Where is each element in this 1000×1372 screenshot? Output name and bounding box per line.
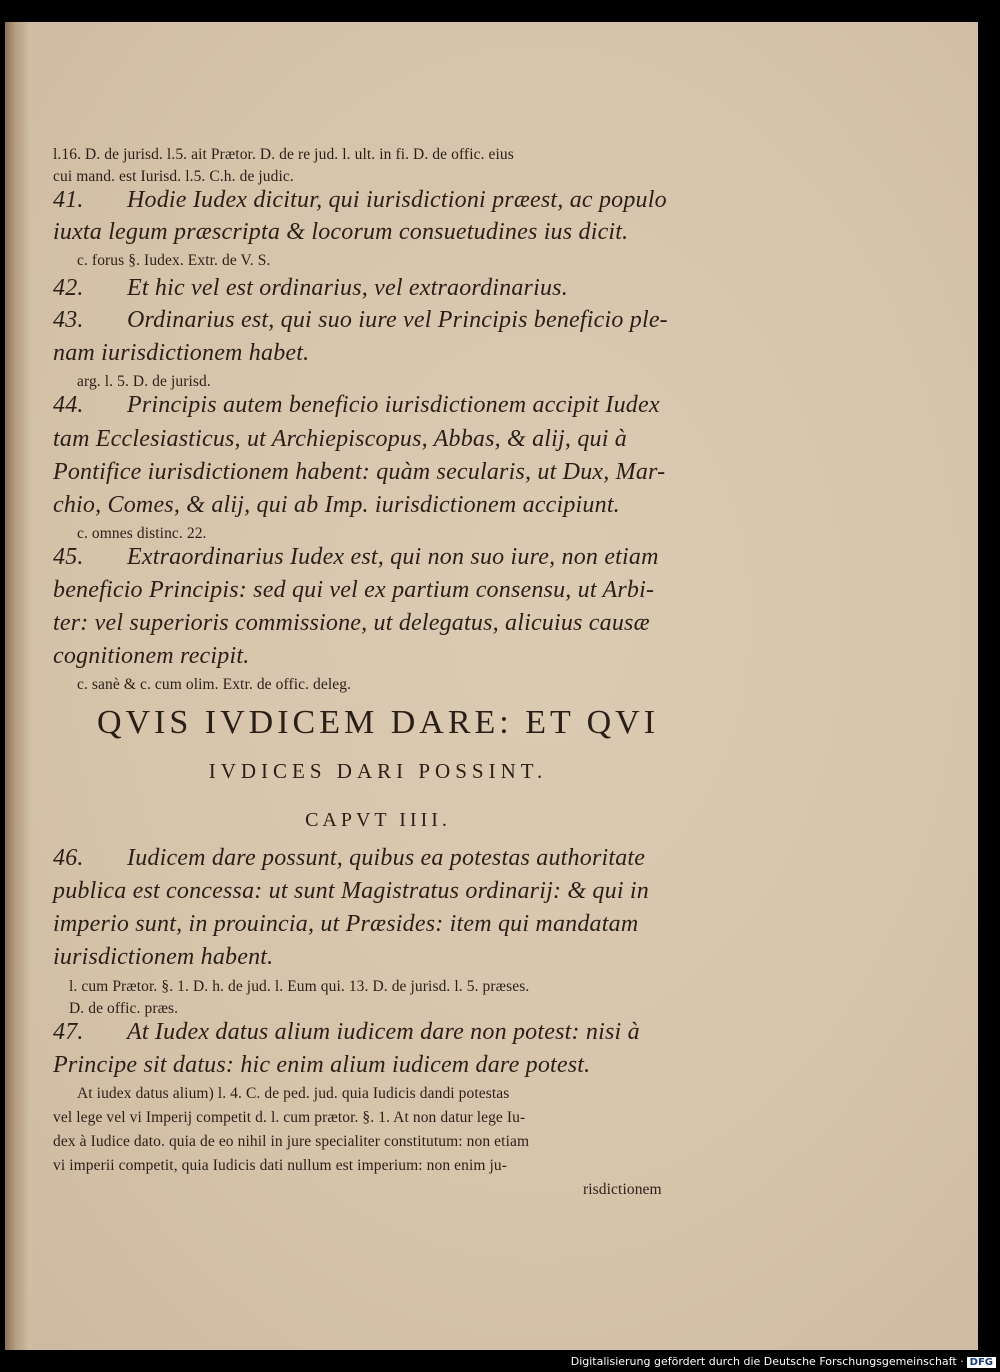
paragraph-number: 45. (53, 544, 84, 570)
reference-line: l.16. D. de jurisd. l.5. ait Prætor. D. de re jud. l. ult. in fi. D. de offic. eius (53, 146, 514, 163)
paragraph-43-line (53, 307, 668, 334)
paragraph-47-line (53, 1019, 640, 1046)
paragraph-44-line (53, 392, 660, 419)
paragraph-text: At Iudex datus alium iudicem dare non potest: nisi à (127, 1019, 640, 1045)
commentary-line: dex à Iudice dato. quia de eo nihil in jure specialiter constitutum: non etiam (53, 1133, 530, 1150)
paragraph-44-line: Pontifice iurisdictionem habent: quàm secularis, ut Dux, Mar- (53, 459, 666, 485)
catchword: risdictionem (583, 1181, 662, 1198)
digitization-credit (571, 1355, 996, 1368)
paragraph-number: 43. (53, 307, 84, 333)
paragraph-46-line: iurisdictionem habent. (53, 944, 274, 970)
dfg-logo: DFG (967, 1357, 996, 1368)
paragraph-43-line: nam iurisdictionem habet. (53, 340, 310, 366)
paragraph-46-line: imperio sunt, in prouincia, ut Præsides: item qui mandatam (53, 911, 639, 937)
paragraph-46-line (53, 845, 645, 872)
section-heading: QVIS IVDICEM DARE: ET QVI (96, 704, 660, 741)
paragraph-46-line: publica est concessa: ut sunt Magistratus ordinarij: & qui in (53, 878, 649, 904)
paragraph-45-line (53, 544, 659, 571)
paragraph-41-line (53, 187, 667, 214)
reference-line: c. sanè & c. cum olim. Extr. de offic. deleg. (77, 676, 352, 693)
commentary-line: vel lege vel vi Imperij competit d. l. cum prætor. §. 1. At non datur lege Iu- (53, 1109, 526, 1126)
paragraph-45-line: beneficio Principis: sed qui vel ex partium consensu, ut Arbi- (53, 577, 655, 603)
reference-line: arg. l. 5. D. de jurisd. (77, 373, 211, 390)
paragraph-number: 46. (53, 845, 84, 871)
paragraph-text: Principis autem beneficio iurisdictionem accipit Iudex (127, 392, 660, 418)
paragraph-41-line: iuxta legum præscripta & locorum consuetudines ius dicit. (53, 219, 629, 245)
paragraph-text: Extraordinarius Iudex est, qui non suo iure, non etiam (127, 544, 659, 570)
reference-line: l. cum Prætor. §. 1. D. h. de jud. l. Eum qui. 13. D. de jurisd. l. 5. præses. (69, 978, 530, 995)
page-spine-shadow (5, 22, 31, 1350)
reference-line: cui mand. est Iurisd. l.5. C.h. de judic. (53, 168, 294, 185)
paragraph-text: Hodie Iudex dicitur, qui iurisdictioni præest, ac populo (127, 187, 667, 213)
commentary-line: vi imperii competit, quia Iudicis dati nullum est imperium: non enim ju- (53, 1157, 508, 1174)
paragraph-text: Et hic vel est ordinarius, vel extraordinarius. (127, 275, 568, 301)
paragraph-44-line: tam Ecclesiasticus, ut Archiepiscopus, Abbas, & alij, qui à (53, 426, 627, 452)
paragraph-text: Iudicem dare possunt, quibus ea potestas authoritate (127, 845, 646, 871)
reference-line: D. de offic. præs. (69, 1000, 179, 1017)
paragraph-number: 42. (53, 275, 84, 301)
paragraph-44-line: chio, Comes, & alij, qui ab Imp. iurisdictionem accipiunt. (53, 492, 620, 518)
commentary-line: At iudex datus alium) l. 4. C. de ped. jud. quia Iudicis dandi potestas (77, 1085, 510, 1102)
credit-text: Digitalisierung gefördert durch die Deutsche Forschungsgemeinschaft · (570, 1355, 964, 1368)
reference-line: c. forus §. Iudex. Extr. de V. S. (77, 252, 271, 269)
paragraph-42-line (53, 275, 568, 302)
reference-line: c. omnes distinc. 22. (77, 525, 207, 542)
chapter-label: CAPVT IIII. (305, 809, 451, 831)
paragraph-45-line: cognitionem recipit. (53, 643, 250, 669)
book-page (5, 22, 978, 1350)
section-heading-sub: IVDICES DARI POSSINT. (208, 759, 548, 783)
paragraph-number: 47. (53, 1019, 84, 1045)
paragraph-number: 41. (53, 187, 84, 213)
paragraph-45-line: ter: vel superioris commissione, ut delegatus, alicuius causæ (53, 610, 650, 636)
paragraph-number: 44. (53, 392, 84, 418)
paragraph-47-line: Principe sit datus: hic enim alium iudicem dare potest. (53, 1052, 591, 1078)
paragraph-text: Ordinarius est, qui suo iure vel Principis beneficio ple- (127, 307, 668, 333)
